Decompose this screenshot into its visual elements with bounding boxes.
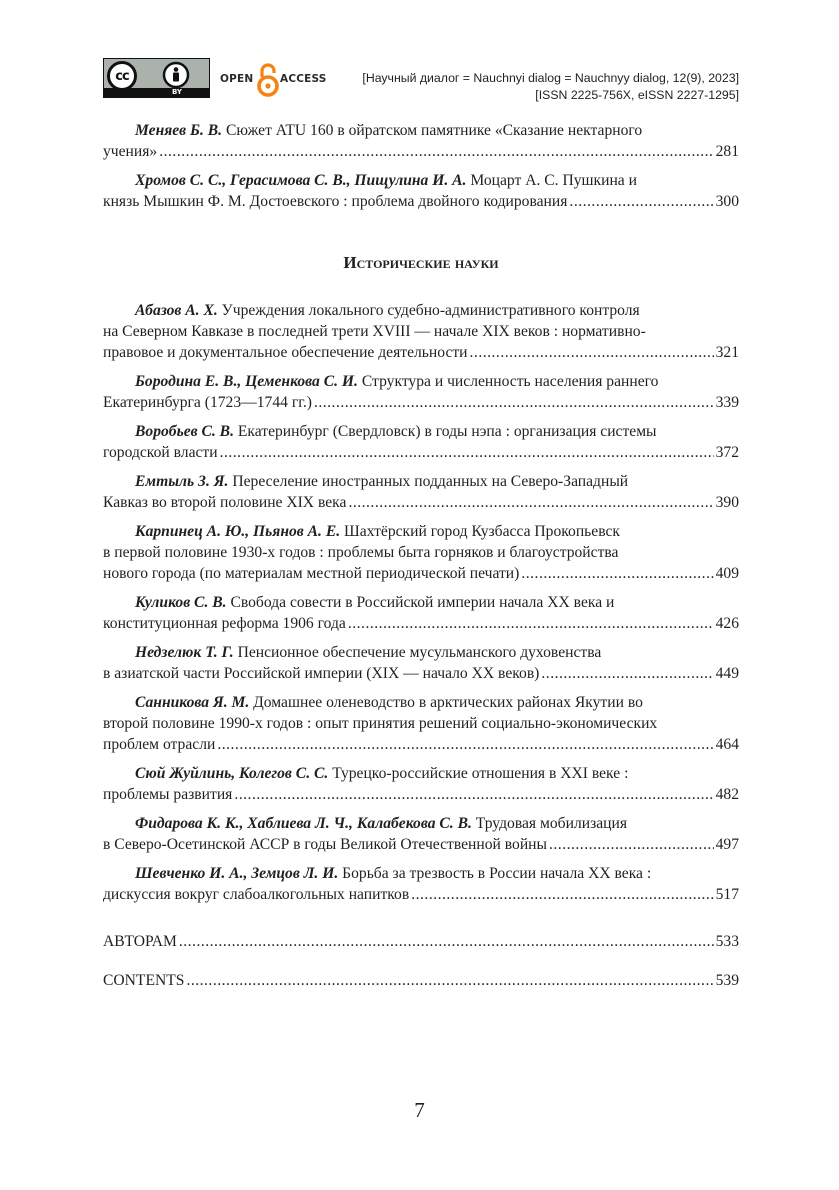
journal-issn-line: [ISSN 2225-756X, eISSN 2227-1295]	[535, 88, 739, 102]
toc-entry-page[interactable]: 390	[715, 494, 739, 511]
journal-citation-line: [Научный диалог = Nauchnyi dialog = Nauchnyy dialog, 12(9), 2023]	[362, 71, 739, 85]
toc-entry-title: Переселение иностранных подданных на Северо-Западный	[228, 473, 629, 490]
toc-entry-last-line	[103, 834, 739, 855]
toc-entry-authors: Карпинец А. Ю., Пьянов А. Е.	[135, 523, 341, 540]
toc-end-title: АВТОРАМ	[103, 933, 177, 950]
toc-entry[interactable]	[103, 371, 739, 413]
toc-entry-page[interactable]: 281	[715, 143, 739, 160]
toc-entry-last-line	[103, 563, 739, 584]
toc-entry-title-end: дискуссия вокруг слабоалкогольных напитков	[103, 886, 410, 903]
dot-leader	[549, 834, 714, 855]
toc-entry-title-end: учения»	[103, 143, 158, 160]
dot-leader	[348, 492, 713, 513]
toc-entry-first-line	[103, 471, 739, 492]
open-access-access-label: ACCESS	[280, 73, 327, 85]
toc-entry-page[interactable]: 449	[715, 665, 739, 682]
toc-entry-title-continuation: второй половине 1990-х годов : опыт принятия решений социально-экономических	[103, 715, 658, 732]
toc-entry-first-line	[103, 371, 739, 392]
toc-entry[interactable]	[103, 692, 739, 755]
open-access-open-label: OPEN	[220, 73, 254, 85]
section-title: Исторические науки	[343, 253, 499, 272]
toc-entry-first-line	[103, 863, 739, 884]
dot-leader	[411, 884, 713, 905]
cc-by-license-badge[interactable]	[103, 58, 210, 98]
dot-leader	[159, 141, 713, 162]
dot-leader	[220, 442, 714, 463]
toc-entry-title: Трудовая мобилизация	[471, 815, 628, 832]
toc-entry-page[interactable]: 482	[715, 786, 739, 803]
toc-entry-title-continuation: на Северном Кавказе в последней трети XVIII — начале XIX веков : нормативно-	[103, 323, 646, 340]
toc-entry-title-end: в Северо-Осетинской АССР в годы Великой Отечественной войны	[103, 836, 547, 853]
toc-entry[interactable]	[103, 300, 739, 363]
toc-entry[interactable]	[103, 471, 739, 513]
toc-entry-page[interactable]: 321	[715, 344, 739, 361]
license-by-label: BY	[171, 88, 183, 96]
dot-leader	[217, 734, 713, 755]
dot-leader	[314, 392, 714, 413]
toc-entry-title: Структура и численность населения раннего	[357, 373, 659, 390]
open-access-logo[interactable]	[220, 62, 340, 98]
toc-entry-first-line	[103, 421, 739, 442]
toc-entry-first-line	[103, 642, 739, 663]
toc-entry-first-line	[103, 170, 739, 191]
toc-entry-authors: Санникова Я. М.	[135, 694, 250, 711]
toc-entry[interactable]	[103, 421, 739, 463]
toc-entry-last-line	[103, 492, 739, 513]
toc-entry[interactable]	[103, 521, 739, 584]
toc-entry-last-line	[103, 342, 739, 363]
toc-entry-title: Домашнее оленеводство в арктических районах Якутии во	[249, 694, 643, 711]
toc-entry[interactable]	[103, 813, 739, 855]
toc-entry[interactable]	[103, 642, 739, 684]
toc-entry-last-line	[103, 442, 739, 463]
toc-entry-authors: Недзелюк Т. Г.	[135, 644, 234, 661]
toc-entry-page[interactable]: 517	[715, 886, 739, 903]
open-lock-icon	[255, 62, 281, 98]
toc-entry-authors: Куликов С. В.	[135, 594, 227, 611]
table-of-contents	[103, 120, 739, 991]
dot-leader	[186, 970, 713, 991]
toc-entry-title: Шахтёрский город Кузбасса Прокопьевск	[340, 523, 620, 540]
toc-entry-title: Сюжет ATU 160 в ойратском памятнике «Сказание нектарного	[222, 122, 643, 139]
toc-entry-first-line	[103, 592, 739, 613]
toc-entry-title-end: князь Мышкин Ф. М. Достоевского : проблема двойного кодирования	[103, 193, 568, 210]
page-header	[103, 58, 739, 100]
toc-entry-page[interactable]: 497	[715, 836, 739, 853]
toc-entry-title: Екатеринбург (Свердловск) в годы нэпа : организация системы	[233, 423, 657, 440]
dot-leader	[470, 342, 714, 363]
toc-end-entry[interactable]	[103, 970, 739, 991]
toc-entry-title-end: Кавказ во второй половине XIX века	[103, 494, 347, 511]
dot-leader	[234, 784, 713, 805]
toc-entry-title-continuation: в первой половине 1930-х годов : проблемы быта горняков и благоустройства	[103, 544, 619, 561]
toc-philology-tail	[103, 120, 739, 212]
toc-historical-sciences	[103, 300, 739, 905]
toc-entry-last-line	[103, 884, 739, 905]
toc-end-matter	[103, 931, 739, 991]
license-strip	[104, 88, 209, 97]
dot-leader	[348, 613, 714, 634]
toc-entry-authors: Меняев Б. В.	[135, 122, 223, 139]
toc-entry-title: Свобода совести в Российской империи начала XX века и	[226, 594, 615, 611]
toc-entry-authors: Шевченко И. А., Земцов Л. И.	[135, 865, 339, 882]
attribution-icon	[162, 61, 190, 89]
dot-leader	[521, 563, 713, 584]
toc-entry-last-line	[103, 734, 739, 755]
toc-entry[interactable]	[103, 763, 739, 805]
toc-entry-title-end: конституционная реформа 1906 года	[103, 615, 346, 632]
toc-entry-last-line	[103, 663, 739, 684]
dot-leader	[541, 663, 713, 684]
toc-entry[interactable]	[103, 120, 739, 162]
toc-entry-page[interactable]: 339	[715, 394, 739, 411]
journal-citation	[362, 70, 739, 104]
toc-entry-title-end: в азиатской части Российской империи (XIX — начало XX веков)	[103, 665, 540, 682]
toc-entry[interactable]	[103, 863, 739, 905]
toc-entry-title-end: проблемы развития	[103, 786, 233, 803]
toc-entry-last-line	[103, 392, 739, 413]
cc-icon: cc	[107, 61, 137, 91]
toc-entry-first-line	[103, 692, 739, 713]
toc-entry-authors: Бородина Е. В., Цеменкова С. И.	[135, 373, 358, 390]
dot-leader	[569, 191, 713, 212]
toc-entry-title: Моцарт А. С. Пушкина и	[466, 172, 637, 189]
toc-entry-page[interactable]: 464	[715, 736, 739, 753]
toc-entry-authors: Фидарова К. К., Хаблиева Л. Ч., Калабекова С. В.	[135, 815, 472, 832]
toc-entry-authors: Емтыль З. Я.	[135, 473, 229, 490]
toc-entry-authors: Воробьев С. В.	[135, 423, 234, 440]
toc-end-title: CONTENTS	[103, 972, 185, 989]
toc-entry-last-line	[103, 784, 739, 805]
toc-entry-last-line	[103, 191, 739, 212]
page-number: 7	[414, 1098, 425, 1122]
toc-entry-title-end: нового города (по материалам местной периодической печати)	[103, 565, 520, 582]
toc-entry-last-line	[103, 141, 739, 162]
toc-entry-page[interactable]: 426	[715, 615, 739, 632]
toc-entry-page[interactable]: 372	[715, 444, 739, 461]
toc-entry-authors: Абазов А. Х.	[135, 302, 218, 319]
toc-entry-first-line	[103, 813, 739, 834]
toc-entry-title-end: городской власти	[103, 444, 218, 461]
toc-entry-first-line	[103, 300, 739, 321]
dot-leader	[179, 931, 714, 952]
toc-entry-authors: Сюй Жуйлинь, Колегов С. С.	[135, 765, 329, 782]
toc-entry-title-end: проблем отрасли	[103, 736, 216, 753]
toc-entry-authors: Хромов С. С., Герасимова С. В., Пищулина И. А.	[135, 172, 467, 189]
toc-entry-first-line	[103, 120, 739, 141]
toc-entry-title: Пенсионное обеспечение мусульманского духовенства	[233, 644, 602, 661]
toc-end-page[interactable]: 533	[715, 933, 739, 950]
toc-entry-title-end: Екатеринбурга (1723—1744 гг.)	[103, 394, 312, 411]
toc-entry-title: Турецко-российские отношения в XXI веке :	[328, 765, 629, 782]
toc-end-entry[interactable]	[103, 931, 739, 952]
toc-entry-first-line	[103, 763, 739, 784]
toc-entry-title-end: правовое и документальное обеспечение деятельности	[103, 344, 468, 361]
toc-entry-page[interactable]: 409	[715, 565, 739, 582]
toc-entry[interactable]	[103, 170, 739, 212]
toc-end-page[interactable]: 539	[715, 972, 739, 989]
toc-entry-last-line	[103, 613, 739, 634]
toc-entry-first-line	[103, 521, 739, 542]
toc-entry[interactable]	[103, 592, 739, 634]
toc-entry-page[interactable]: 300	[715, 193, 739, 210]
toc-entry-title: Борьба за трезвость в России начала XX века :	[338, 865, 652, 882]
toc-entry-title: Учреждения локального судебно-административного контроля	[217, 302, 640, 319]
